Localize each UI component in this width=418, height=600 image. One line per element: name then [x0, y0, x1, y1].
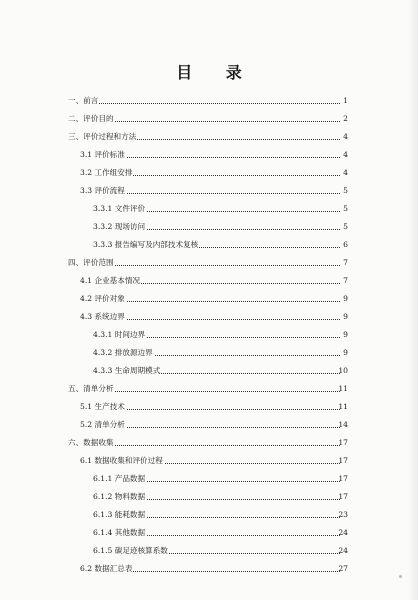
toc-entry-label: 二、评价目的	[68, 114, 114, 123]
toc-entry[interactable]	[0, 347, 418, 359]
toc-entry-page: 5	[343, 222, 348, 231]
toc-entry[interactable]	[0, 149, 418, 161]
toc-entry-page: 11	[338, 384, 348, 393]
toc-entry[interactable]	[0, 257, 418, 269]
toc-entry-label: 6.1.4 其他数据	[93, 528, 146, 537]
toc-entry-page: 4	[343, 132, 348, 141]
toc-entry-page: 5	[343, 204, 348, 213]
toc-entry-label: 3.2 工作组安排	[80, 168, 133, 177]
toc-entry[interactable]	[0, 527, 418, 539]
toc-entry-label: 4.1 企业基本情况	[80, 276, 141, 285]
toc-entry-page: 27	[338, 564, 348, 573]
toc-entry[interactable]	[0, 311, 418, 323]
toc-entry-label: 五、清单分析	[68, 384, 114, 393]
toc-entry-page: 17	[338, 474, 348, 483]
toc-entry[interactable]	[0, 365, 418, 377]
toc-entry[interactable]	[0, 203, 418, 215]
toc-entry-page: 9	[343, 294, 348, 303]
toc-entry-label: 3.3 评价流程	[80, 186, 125, 195]
toc-entry-label: 四、评价范围	[68, 258, 114, 267]
toc-entry-page: 11	[338, 402, 348, 411]
toc-entry[interactable]	[0, 455, 418, 467]
toc-entry-page: 17	[338, 456, 348, 465]
page-title: 目 录	[176, 63, 256, 82]
toc-entry[interactable]	[0, 419, 418, 431]
toc-entry[interactable]	[0, 293, 418, 305]
toc-entry-page: 5	[343, 186, 348, 195]
toc-entry-page: 17	[338, 438, 348, 447]
toc-entry-label: 5.1 生产技术	[80, 402, 125, 411]
toc-entry-page: 9	[343, 330, 348, 339]
toc-entry-page: 17	[338, 492, 348, 501]
toc-entry-label: 六、数据收集	[68, 438, 114, 447]
toc-entry-page: 23	[338, 510, 348, 519]
toc-entry-page: 24	[338, 546, 348, 555]
scan-speck	[399, 575, 402, 578]
toc-entry[interactable]	[0, 185, 418, 197]
toc-entry[interactable]	[0, 509, 418, 521]
toc-entry-label: 5.2 清单分析	[80, 420, 125, 429]
toc-entry-page: 24	[338, 528, 348, 537]
toc-entry-label: 4.2 评价对象	[80, 294, 125, 303]
toc-entry-label: 4.3.2 排放源边界	[93, 348, 153, 357]
toc-entry-page: 7	[343, 276, 348, 285]
toc-entry-label: 一、前言	[68, 96, 99, 105]
toc-entry-label: 6.1.5 碳足迹核算系数	[93, 546, 168, 555]
toc-entry[interactable]	[0, 383, 418, 395]
toc-entry-page: 2	[343, 114, 348, 123]
toc-entry[interactable]	[0, 437, 418, 449]
toc-entry-page: 7	[343, 258, 348, 267]
toc-entry[interactable]	[0, 95, 418, 107]
dot-leader	[68, 103, 340, 104]
toc-entry-label: 三、评价过程和方法	[68, 132, 137, 141]
toc-entry[interactable]	[0, 221, 418, 233]
toc-entry[interactable]	[0, 167, 418, 179]
toc-entry[interactable]	[0, 329, 418, 341]
toc-entry[interactable]	[0, 545, 418, 557]
toc-entry[interactable]	[0, 491, 418, 503]
toc-entry[interactable]	[0, 563, 418, 575]
toc-entry-label: 3.1 评价标准	[80, 150, 125, 159]
toc-entry[interactable]	[0, 275, 418, 287]
toc-entry-label: 4.3 系统边界	[80, 312, 125, 321]
toc-entry-page: 4	[343, 168, 348, 177]
toc-entry-page: 9	[343, 348, 348, 357]
toc-entry-label: 6.1.3 能耗数据	[93, 510, 146, 519]
toc-entry-page: 6	[343, 240, 348, 249]
toc-entry[interactable]	[0, 401, 418, 413]
toc-entry-label: 6.2 数据汇总表	[80, 564, 133, 573]
toc-entry[interactable]	[0, 131, 418, 143]
toc-entry-label: 3.3.2 现场访问	[93, 222, 146, 231]
toc-entry-label: 6.1.2 物料数据	[93, 492, 146, 501]
toc-entry-page: 1	[343, 96, 348, 105]
toc-entry-page: 10	[338, 366, 348, 375]
toc-entry-label: 6.1 数据收集和评价过程	[80, 456, 163, 465]
toc-entry-page: 14	[338, 420, 348, 429]
toc-entry-label: 6.1.1 产品数据	[93, 474, 146, 483]
toc-entry-label: 3.3.3 报告编写及内部技术复核	[93, 240, 199, 249]
toc-entry-page: 9	[343, 312, 348, 321]
toc-entry-label: 4.3.1 时间边界	[93, 330, 146, 339]
toc-entry-label: 3.3.1 文件评价	[93, 204, 146, 213]
toc-entry[interactable]	[0, 239, 418, 251]
toc-entry[interactable]	[0, 473, 418, 485]
toc-entry-page: 4	[343, 150, 348, 159]
toc-entry-label: 4.3.3 生命周期模式	[93, 366, 161, 375]
toc-entry[interactable]	[0, 113, 418, 125]
